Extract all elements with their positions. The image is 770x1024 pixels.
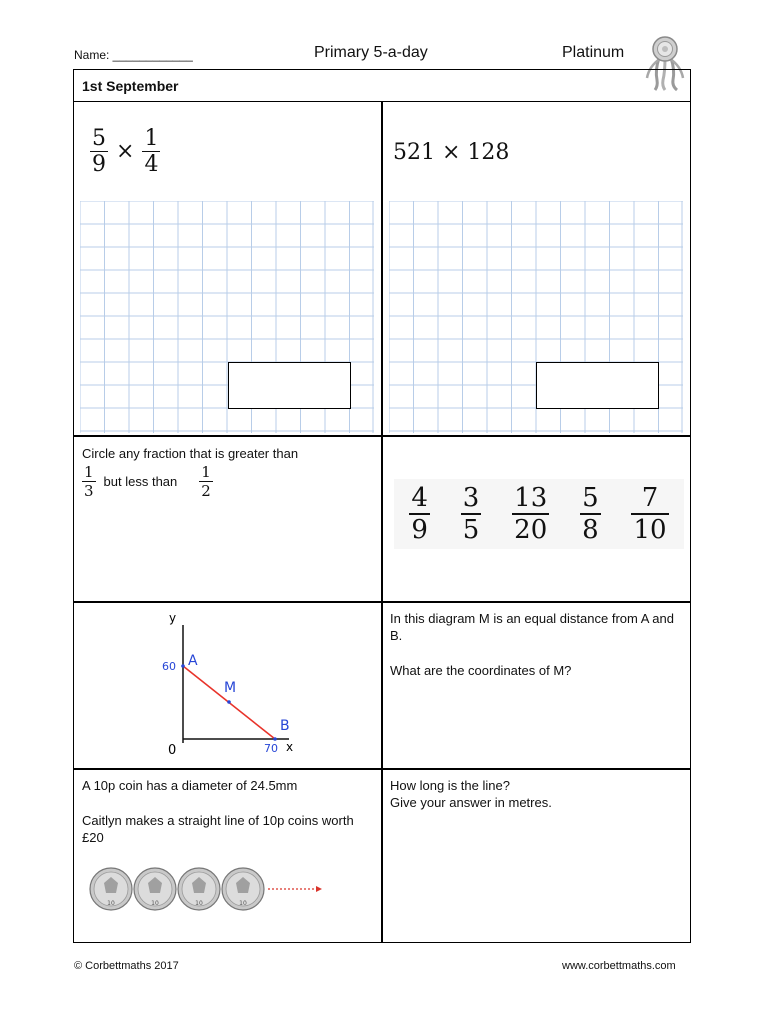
coin-icon (90, 868, 132, 910)
q3-instruction: Circle any fraction that is greater than (82, 446, 299, 461)
y-axis-label: y (169, 611, 177, 625)
coin-icon (178, 868, 220, 910)
x-axis-label: x (286, 740, 294, 754)
coin-line-illustration (82, 865, 332, 915)
svg-text:10: 10 (239, 900, 247, 907)
worksheet-title: Primary 5-a-day (314, 44, 428, 61)
fraction-b: $\frac{1}{4}$ (144, 126, 159, 178)
worksheet-grid (73, 69, 691, 943)
copyright-text: © Corbettmaths 2017 (74, 960, 179, 972)
q1-fraction-multiplication (90, 126, 160, 177)
q5-answer-unit: Give your answer in metres. (390, 795, 552, 810)
name-field-label: Name: ____________ (74, 48, 193, 62)
website-link[interactable]: www.corbettmaths.com (562, 960, 676, 972)
choice-fraction[interactable]: $\frac{4}{9}$ (411, 483, 428, 545)
worksheet-header (74, 44, 692, 66)
y-tick-label: 60 (162, 660, 176, 673)
row-divider-1 (74, 435, 690, 437)
q5-scenario: Caitlyn makes a straight line of 10p coins worth £20 (82, 813, 354, 845)
choice-fraction[interactable]: $\frac{3}{5}$ (462, 483, 480, 545)
point-m-label: M (224, 680, 237, 696)
arrow-head-icon (316, 886, 322, 892)
q4-question: What are the coordinates of M? (390, 663, 572, 678)
choice-fraction[interactable]: $\frac{7}{10}$ (633, 483, 667, 545)
upper-bound-fraction: $\frac{1}{2}$ (201, 463, 211, 501)
point-a-label: A (188, 653, 198, 669)
choice-fraction[interactable]: $\frac{5}{8}$ (582, 483, 599, 545)
x-tick-label: 70 (264, 742, 278, 755)
point-b (273, 737, 277, 741)
point-a (181, 664, 185, 668)
point-m (227, 700, 231, 704)
svg-text:10: 10 (107, 900, 115, 907)
q2-answer-box[interactable] (536, 362, 659, 409)
coin-icon (222, 868, 264, 910)
coordinate-diagram (144, 610, 314, 760)
coin-icon (134, 868, 176, 910)
q4-description: In this diagram M is an equal distance from A and B. (390, 611, 674, 643)
svg-text:10: 10 (195, 900, 203, 907)
q3-between-text: but less than (103, 474, 178, 490)
q3-bounds (82, 463, 213, 500)
point-b-label: B (280, 718, 290, 734)
multiply-sign: × (116, 139, 135, 165)
q5-question: How long is the line? (390, 778, 510, 793)
column-divider (381, 102, 383, 942)
origin-label: 0 (168, 743, 177, 758)
q5-coin-fact: A 10p coin has a diameter of 24.5mm (82, 778, 298, 793)
svg-text:10: 10 (151, 900, 159, 907)
lower-bound-fraction: $\frac{1}{3}$ (84, 463, 94, 501)
choice-fraction[interactable]: $\frac{13}{20}$ (514, 483, 548, 545)
fraction-choices (394, 479, 684, 549)
row-divider-3 (74, 768, 690, 770)
date-row (74, 70, 690, 102)
worksheet-date: 1st September (82, 78, 179, 94)
row-divider-2 (74, 601, 690, 603)
q2-multiplication: 521 × 128 (393, 140, 510, 165)
level-label: Platinum (562, 44, 625, 61)
fraction-a: $\frac{5}{9}$ (92, 126, 106, 178)
q1-answer-box[interactable] (228, 362, 351, 409)
